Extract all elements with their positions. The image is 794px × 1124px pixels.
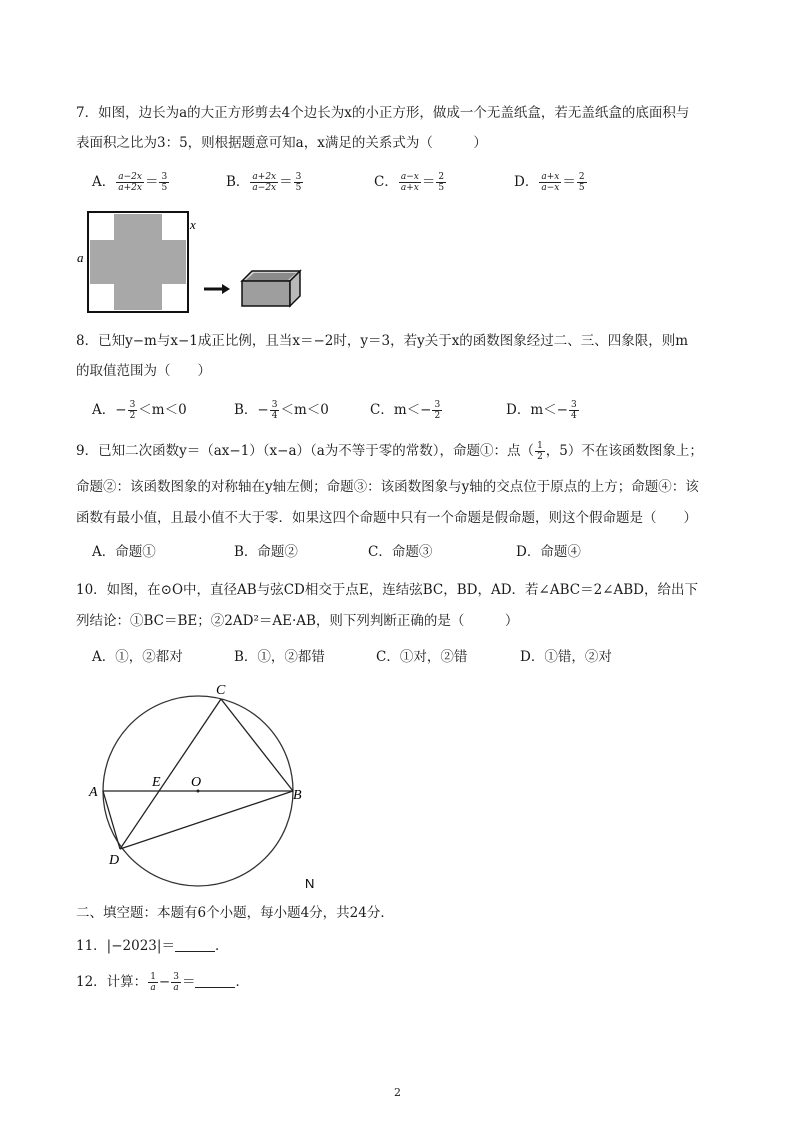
q10-line2: 列结论：①BC＝BE；②2AD²＝AE·AB，则下列判断正确的是（ ） bbox=[76, 613, 519, 629]
q10-line1: 10．如图，在⊙O中，直径AB与弦CD相交于点E，连结弦BC，BD，AD．若∠ABC＝2∠ABD，给出下 bbox=[76, 582, 699, 598]
q10-option-c: C．①对，②错 bbox=[376, 649, 468, 665]
label-o: O bbox=[191, 775, 202, 790]
q8-option-b: B．− $\frac{3}{4}$ ＜m＜0 bbox=[234, 400, 329, 421]
cut-corner-bl bbox=[89, 285, 113, 311]
q10-circle-figure bbox=[80, 676, 340, 896]
label-e: E bbox=[152, 775, 161, 790]
q7-line1: 7．如图，边长为a的大正方形剪去4个边长为x的小正方形，做成一个无盖纸盒，若无盖纸盒的底面积与 bbox=[76, 105, 690, 121]
label-x: x bbox=[190, 217, 196, 232]
label-c: C bbox=[216, 683, 226, 698]
q7-option-b: B． $\frac{a+2x}{a-2x}$ ＝ $\frac{3}{5}$ bbox=[226, 172, 302, 193]
q9-line1: 9．已知二次函数y＝（ax−1）（x−a）（a为不等于零的常数），命题①：点（ $\frac{1}{2}$ ，5）不在该函数图象上； bbox=[76, 441, 703, 462]
cut-corner-tl bbox=[89, 213, 113, 239]
q11: 11．|−2023|＝ ． bbox=[76, 938, 229, 954]
arrow-right-icon bbox=[204, 284, 230, 294]
label-b: B bbox=[293, 788, 302, 803]
q9-line3: 函数有最小值，且最小值不大于零．如果这四个命题中只有一个命题是假命题，则这个假命题是（ ） bbox=[76, 510, 697, 526]
q12: 12．计算： $\frac{1}{a}$ − $\frac{3}{a}$ ＝ ． bbox=[76, 972, 249, 993]
q8-option-d: D．m＜− $\frac{3}{4}$ bbox=[506, 400, 577, 421]
q10-option-a: A．①，②都对 bbox=[92, 649, 183, 665]
q7-line2: 表面积之比为3：5，则根据题意可知a，x满足的关系式为（ ） bbox=[76, 135, 487, 151]
q9-option-d: D．命题④ bbox=[516, 544, 581, 560]
q7-option-a: A． $\frac{a-2x}{a+2x}$ ＝ $\frac{3}{5}$ bbox=[92, 172, 168, 193]
q9-option-c: C．命题③ bbox=[368, 544, 433, 560]
open-box-icon bbox=[242, 271, 300, 306]
answer-blank-12[interactable] bbox=[195, 973, 235, 988]
cut-corner-tr bbox=[163, 213, 187, 239]
q9-option-b: B．命题② bbox=[234, 544, 298, 560]
q7-option-d: D． $\frac{a+x}{a-x}$ ＝ $\frac{2}{5}$ bbox=[514, 172, 585, 193]
q9-line2: 命题②：该函数图象的对称轴在y轴左侧；命题③：该函数图象与y轴的交点位于原点的上方；命题④：该 bbox=[76, 479, 699, 495]
label-n: N bbox=[305, 876, 315, 891]
label-a: A bbox=[89, 785, 98, 800]
q8-line2: 的取值范围为（ ） bbox=[76, 363, 211, 379]
chord-ad bbox=[103, 791, 120, 849]
chord-bd bbox=[120, 791, 293, 849]
q7-figure bbox=[74, 205, 334, 317]
q10-option-d: D．①错，②对 bbox=[520, 649, 612, 665]
q8-line1: 8．已知y−m与x−1成正比例，且当x＝−2时，y＝3，若y关于x的函数图象经过二、三、四象限，则m bbox=[76, 333, 689, 349]
section-2-heading: 二、填空题：本题有6个小题，每小题4分，共24分． bbox=[76, 905, 394, 921]
label-d: D bbox=[109, 853, 120, 868]
q8-option-c: C．m＜− $\frac{3}{2}$ bbox=[370, 400, 441, 421]
q10-option-b: B．①，②都错 bbox=[234, 649, 325, 665]
chord-cd bbox=[120, 699, 221, 849]
q8-option-a: A．− $\frac{3}{2}$ ＜m＜0 bbox=[92, 400, 187, 421]
chord-bc bbox=[221, 699, 293, 791]
answer-blank-11[interactable] bbox=[175, 937, 215, 952]
q9-option-a: A．命题① bbox=[92, 544, 156, 560]
cut-corner-br bbox=[163, 285, 187, 311]
page-number: 2 bbox=[394, 1086, 401, 1099]
q7-option-c: C． $\frac{a-x}{a+x}$ ＝ $\frac{2}{5}$ bbox=[374, 172, 445, 193]
label-a: a bbox=[77, 250, 84, 265]
